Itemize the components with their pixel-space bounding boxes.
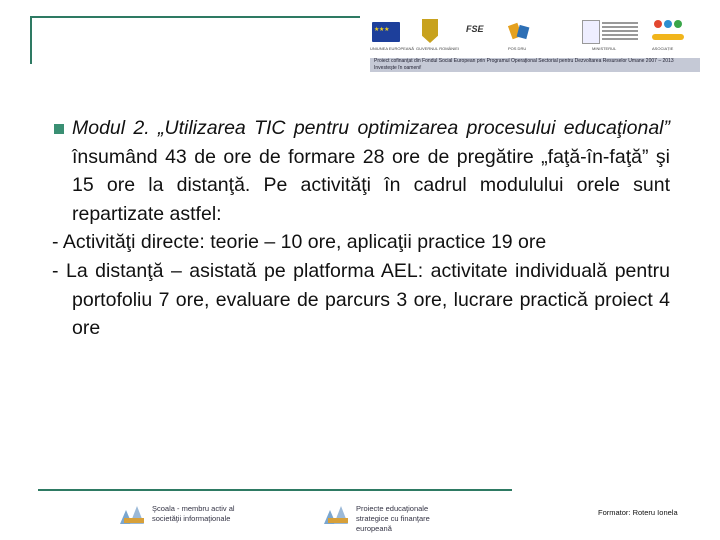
header-frame-vertical xyxy=(30,16,32,64)
government-crest-logo xyxy=(422,19,438,43)
slide-body xyxy=(52,114,670,343)
association-logo xyxy=(650,18,686,44)
school-logo-line1: Şcoala - membru activ al xyxy=(152,504,235,513)
distance-activities-item: - La distanţă – asistată pe platforma AEL: activitate individuală pentru portofoliu 7 ore, evaluare de parcurs 3 ore, lucrare practică proiect 4 ore xyxy=(52,259,670,340)
module-description: însumând 43 de ore de formare 28 ore de pregătire „faţă-în-faţă” şi 15 ore la distanţă. Pe activităţi în cadrul modulului orele sunt repartizate astfel: xyxy=(72,145,670,225)
projects-logo-line1: Proiecte educaţionale xyxy=(356,504,429,513)
module-paragraph xyxy=(52,114,670,228)
square-bullet-icon xyxy=(54,124,64,134)
footer-divider xyxy=(38,489,512,491)
header-frame-horizontal xyxy=(30,16,360,18)
projects-logo-text xyxy=(356,504,458,534)
projects-logo-icon xyxy=(324,504,352,524)
eu-logo-caption: UNIUNEA EUROPEANĂ xyxy=(370,46,415,51)
eu-flag-logo xyxy=(372,22,400,42)
funding-banner: Proiect cofinanţat din Fondul Social European prin Programul Operaţional Sectorial pentru Dezvoltarea Resurselor Umane 2007 – 2013 Investeşte în oameni! xyxy=(370,58,700,72)
posdru-logo-caption: POS DRU xyxy=(508,46,527,51)
ministry-logo-caption: MINISTERUL xyxy=(592,46,617,51)
fse-logo-text: FSE xyxy=(466,24,484,34)
direct-activities-item: - Activităţi directe: teorie – 10 ore, aplicaţii practice 19 ore xyxy=(52,231,547,254)
fse-logo xyxy=(466,24,488,40)
projects-logo-line2: strategice cu finanţare europeană xyxy=(356,514,430,533)
footer-logo-projects xyxy=(324,502,458,533)
gov-logo-caption: GUVERNUL ROMÂNIEI xyxy=(416,46,459,51)
footer-logo-school xyxy=(120,502,254,528)
module-title: Modul 2. „Utilizarea TIC pentru optimizarea procesului educaţional” xyxy=(72,117,670,139)
school-logo-text xyxy=(152,504,235,524)
ministry-crest-logo xyxy=(582,20,600,44)
ministry-name-logo xyxy=(602,20,638,42)
trainer-name: Formator: Roteru Ionela xyxy=(598,508,678,517)
school-logo-icon xyxy=(120,504,148,524)
posdru-logo xyxy=(508,20,534,42)
association-logo-caption: ASOCIAȚIE xyxy=(652,46,674,51)
school-logo-line2: societăţii informaţionale xyxy=(152,514,231,523)
